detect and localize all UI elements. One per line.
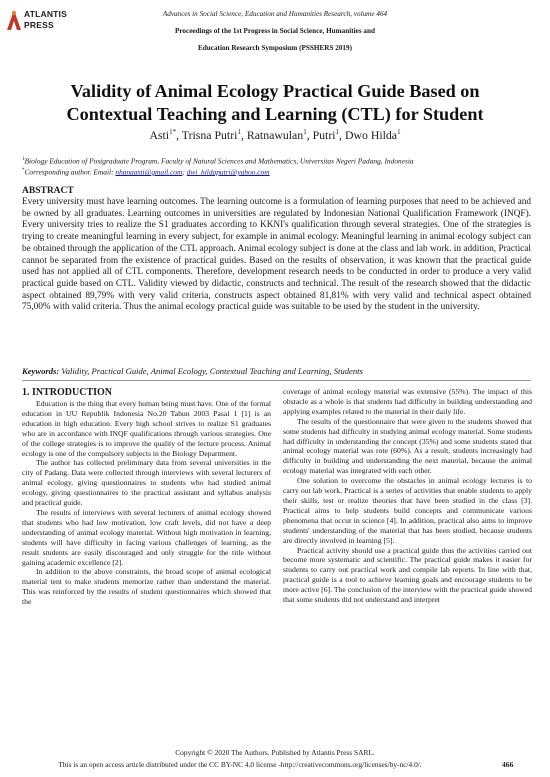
body-paragraph: The author has collected preliminary data from several universities in the city of Padang. Data were collected through interviews with several lecturers of animal ecology, giving questionnaires to students who had studied animal ecology, giving questionnaires to the practical assistant and syllabus analysis and practical guide. [22,458,271,508]
body-paragraph: The results of interviews with several lecturers of animal ecology showed that students who had low motivation, low craft levels, did not have a deep understanding of animal ecology material. Without high motivation in learning, students will have difficulty in facing various challenges of learning, as the result students are easily discouraged and only struggle for the title without gaining academic excellence [2]. [22,507,271,567]
affiliation-line [22,155,414,166]
email-link-2[interactable]: dwi_hildaputri@yahoo.com [186,167,270,177]
affiliation-text: Biology Education of Postgraduate Program, Faculty of Natural Sciences and Mathematics, Universitas Negeri Padang, Indonesia [24,156,414,166]
symposium-header: Education Research Symposium (PSSHERS 2019) [197,44,353,52]
body-paragraph: Practical activity should use a practical guide thus the activities carried out become more systematic and scientific. The practical guide makes it easier for students to carry out practical work and compile lab reports. In line with that, practical guide is a tool to achieve learning goals and encourage students to be more active [6]. The conclusion of the interview with the practical guide showed that some students did not understand and interpret [283,545,532,605]
keywords-label: Keywords: [22,366,60,376]
author-sup: 1 [303,128,307,137]
paper-title: Validity of Animal Ecology Practical Guide Based on Contextual Teaching and Learning (CTL) for Student [66,81,484,124]
abstract-heading: ABSTRACT [22,186,74,196]
author-list: Asti$^{1*}$, Trisna Putri$^1$, Ratnawulan$^1$, Putri$^1$, Dwo Hilda$^1$ [149,128,401,142]
section-heading-introduction: 1. INTRODUCTION [22,387,113,398]
body-paragraph: The results of the questionnaire that were given to the students showed that some students had difficulty in studying animal ecology material. Some students had difficulty in understanding the concept (35%) and some students stated that animal ecology material was rote (60%). As a result, students increasingly had difficulty in building and understanding the next material, because the animal ecology material was integrated with each other. [283,416,532,476]
body-paragraph: One solution to overcome the obstacles in animal ecology lectures is to carry out lab work. Practical is a series of activities that enable students to apply their skills, test or realize theories that have been studied in the class [3]. Practical aims to help students build concepts and communicate various phenomena that occur in science [4]. In addition, practical also aims to improve students' understanding of the material that has been studied, because students are directly involved in learning [5]. [283,476,532,545]
email-separator: ; [182,167,187,177]
affiliation-sup: 1 [22,157,25,162]
email-link-1[interactable]: nhanaasti@gmail.com [115,167,183,177]
left-column [22,387,271,607]
author-name: Dwo Hilda [344,128,398,142]
proceedings-header: Proceedings of the 1st Progress in Social Science, Humanities and [174,27,376,35]
author-sup: 1* [169,128,177,137]
corresponding-sup: * [22,167,25,173]
author-name: Trisna Putri [181,128,238,142]
right-column [283,387,532,605]
logo-line-1: ATLANTIS [24,9,67,19]
keywords-line [22,366,363,376]
keywords-text: Validity, Practical Guide, Animal Ecology, Contextual Teaching and Learning, Students [61,366,363,376]
author-name: Asti [149,128,170,142]
body-paragraph: Education is the thing that every human being must have. One of the formal education in UU Republik Indonesia No.20 Tahun 2003 Pasal 1 [1] is an education in high education. Every high school strives to realize S1 graduates who are in accordance with INQF qualifications through various strategies. One of the college strategies is to improve the quality of the lecture process. Animal ecology is one of the compulsory subjects in the Biology Department. [22,399,271,458]
author-sup: 1 [237,128,241,137]
page-number: 466 [502,760,514,769]
affiliation-block [22,155,414,177]
license-notice: This is an open access article distributed under the CC BY-NC 4.0 license -http://creativecommons.org/licenses/by-nc/4.0/. [58,760,422,769]
author-name: Ratnawulan [246,128,304,142]
author-sup: 1 [397,128,401,137]
body-paragraph: In addition to the above constraints, the broad scope of animal ecological material tent to make students memorize rather than understand the material. This was reinforced by the results of student questionnaires which showed that the [22,567,271,607]
author-sup: 1 [335,128,340,137]
author-name: Putri [312,128,336,142]
corresponding-line [22,166,414,177]
logo-line-2: PRESS [24,20,54,30]
abstract-text: Every university must have learning outcomes. The learning outcome is a formulation of learning purposes that need to be achieved and be owned by all graduates. Learning outcomes in universities are regulated by Indonesian National Qualification Framework (INQF). Every university tries to realize the S1 graduates according to KKNI's qualification through several strategies. One of the strategies is trying to create meaningful learning in every subject, for example in animal ecology. Meaningful learning in animal ecology subject can be obtained through the application of the CTL approach. Animal ecology subject is done at the class and lab work. in addition, Practical cannot be separated from the existence of practical guides. Based on the results of observation, it was known that the practical guide used has not applied all of CTL components. Therefore, development research needs to be conducted in order to produce a very valid practical guide based on CTL. Validity viewed by didactic, constructs and technical. The result of the research showed that the didactic aspect obtained 89,79% with very valid criteria, constructs aspect obtained 81,81% with very valid and technical aspect obtained 75,00% with valid criteria. Thus the animal ecology practical guide was suitable to be used by the student in the university. [22,197,531,313]
corresponding-label: Corresponding author. Email: [24,167,116,177]
copyright-notice: Copyright © 2020 The Authors. Published by Atlantis Press SARL. [175,748,375,757]
journal-header: Advances in Social Science, Education and Humanities Research, volume 464 [162,10,388,18]
body-paragraph: coverage of animal ecology material was extensive (55%). The impact of this obstacle as a whole is that students had difficulty in building understanding and applying examples related to the material in their daily life. [283,387,532,416]
section-divider [22,380,531,381]
